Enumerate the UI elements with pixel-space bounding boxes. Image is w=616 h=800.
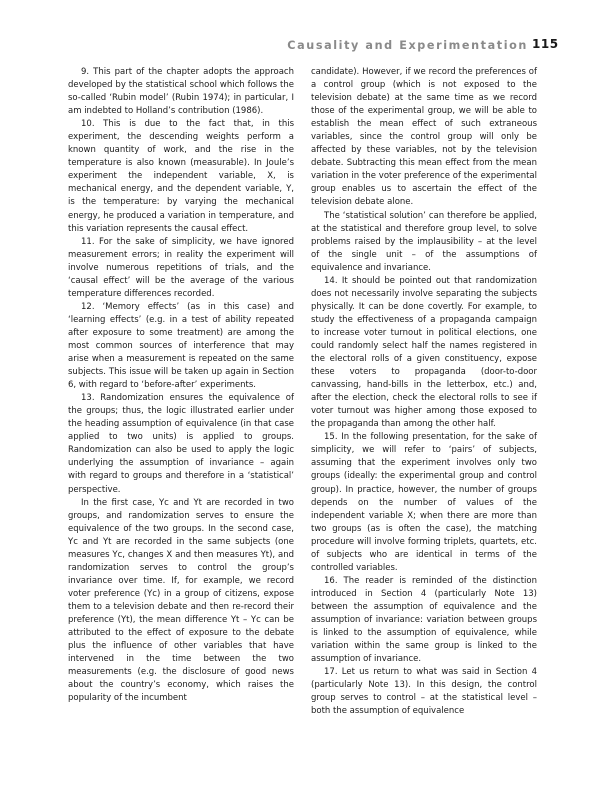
statistical-solution-paragraph: The ‘statistical solution’ can therefore be applied, at the statistical and therefore group level, to solve problems raised by the implausibility – at the level of the single unit – of the assumptions of equivalence and invariance. (311, 210, 537, 273)
note-15: 15. In the following presentation, for the sake of simplicity, we will refer to ‘pairs’ of subjects, assuming that the experiment involves only two groups (ideally: the experimental group and control group). In practice, however, the number of groups depends on the number of values of the independent variable X; when there are more than two groups (as is often the case), the matching procedure will involve forming triplets, quartets, etc. of subjects who are identical in terms of the controlled variables. (311, 432, 537, 573)
note-13-end: candidate). However, if we record the preferences of a control group (which is not exposed to the television debate) at the same time as we record those of the experimental group, we will be able to establish the mean effect of such extraneous variables, since the control group will only be affected by these variables, not by the television debate. Subtracting this mean effect from the mean variation in the voter preference of the experimental group enables us to ascertain the effect of the television debate alone. (311, 67, 537, 208)
note-13: 13. Randomization ensures the equivalence of the groups; thus, the logic illustrated earlier under the heading assumption of equivalence (in that case applied to two units) is applied to groups. Randomization can also be used to apply the logic underlying the assumption of invariance – again with regard to groups and therefore in a ‘statistical’ perspective. (68, 393, 294, 495)
note-12: 12. ‘Memory effects’ (as in this case) and ‘learning effects’ (e.g. in a test of ability repeated after exposure to some treatment) are among the most common sources of interference that may arise when a measurement is repeated on the same subjects. This issue will be taken up again in Section 6, with regard to ‘before-after’ experiments. (68, 301, 294, 391)
note-11: 11. For the sake of simplicity, we have ignored measurement errors; in reality the experiment will involve numerous repetitions of trials, and the ‘causal effect’ will be the average of the various temperature differences recorded. (68, 236, 294, 299)
running-header: Causality and Experimentation (287, 39, 528, 52)
left-column (68, 66, 294, 705)
note-9: 9. This part of the chapter adopts the approach developed by the statistical school which follows the so-called ‘Rubin model’ (Rubin 1974); in particular, I am indebted to Holland’s contribution (1986). (68, 67, 294, 117)
page-number: 115 (532, 37, 559, 51)
note-17: 17. Let us return to what was said in Section 4 (particularly Note 13). In this design, the control group serves to control – at the statistical level – both the assumption of equivalence (311, 667, 537, 717)
note-13-continued: In the first case, Yc and Yt are recorded in two groups, and randomization serves to ensure the equivalence of the two groups. In the second case, Yc and Yt are recorded in the same subjects (one measures Yc, changes X and then measures Yt), and randomization serves to control the group’s invariance over time. If, for example, we record voter preference (Yc) in a group of citizens, expose them to a television debate and then re-record their preference (Yt), the mean difference Yt – Yc can be attributed to the effect of exposure to the debate plus the influence of other variables that have intervened in the time between the two measurements (e.g. the disclosure of good news about the country’s economy, which raises the popularity of the incumbent (68, 497, 294, 704)
note-10: 10. This is due to the fact that, in this experiment, the descending weights perform a known quantity of work, and the rise in the temperature is also known (measurable). In Joule’s experiment the independent variable, X, is mechanical energy, and the dependent variable, Y, is the temperature: by varying the mechanical energy, he produced a variation in temperature, and this variation represents the causal effect. (68, 119, 294, 234)
note-16: 16. The reader is reminded of the distinction introduced in Section 4 (particularly Note 13) between the assumption of equivalence and the assumption of invariance: variation between groups is linked to the assumption of equivalence, while variation within the same group is linked to the assumption of invariance. (311, 575, 537, 665)
right-column (311, 66, 537, 718)
note-14: 14. It should be pointed out that randomization does not necessarily involve separating the subjects physically. It can be done covertly. For example, to study the effectiveness of a propaganda campaign to increase voter turnout in political elections, one could randomly select half the names registered in the electoral rolls of a given constituency, expose these voters to propaganda (door-to-door canvassing, hand-bills in the letterbox, etc.) and, after the election, check the electoral rolls to see if voter turnout was higher among those exposed to the propaganda than among the other half. (311, 275, 537, 430)
